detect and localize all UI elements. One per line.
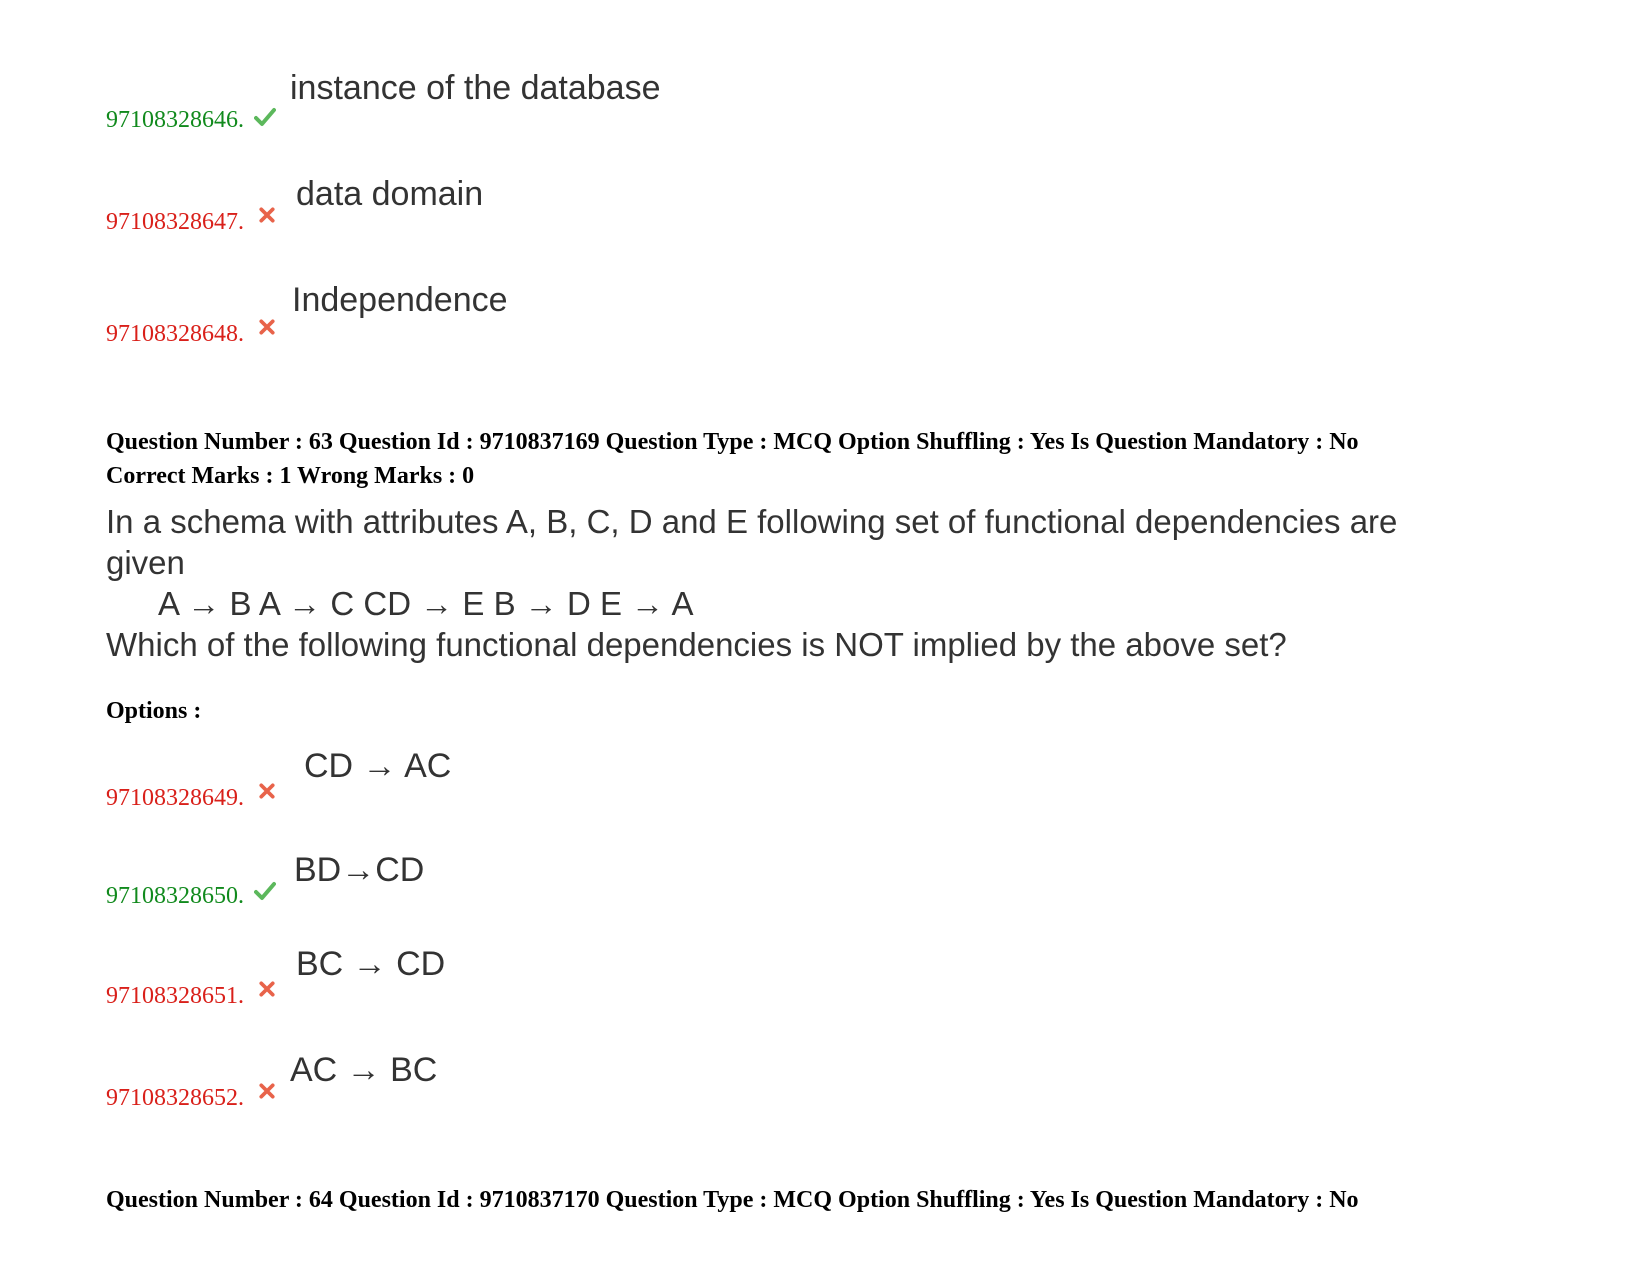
marks-line: Correct Marks : 1 Wrong Marks : 0 <box>106 463 475 489</box>
option-id: 97108328650. <box>106 883 244 909</box>
check-icon <box>254 880 276 902</box>
option-id: 97108328651. <box>106 983 244 1009</box>
cross-icon <box>258 1082 276 1100</box>
cross-icon <box>258 782 276 800</box>
question-text-line: Which of the following functional dependencies is NOT implied by the above set? <box>106 626 1287 663</box>
option-text: BD→CD <box>294 851 425 889</box>
question-header: Question Number : 64 Question Id : 9710837170 Question Type : MCQ Option Shuffling : Yes Is Question Mandatory : No <box>106 1187 1359 1213</box>
option-text: BC → CD <box>296 945 446 983</box>
option-text: Independence <box>292 281 508 319</box>
question-header: Question Number : 63 Question Id : 9710837169 Question Type : MCQ Option Shuffling : Yes Is Question Mandatory : No <box>106 429 1359 455</box>
cross-icon <box>258 318 276 336</box>
option-text: instance of the database <box>290 69 661 107</box>
option-text: data domain <box>296 175 484 213</box>
option-id: 97108328649. <box>106 785 244 811</box>
cross-icon <box>258 206 276 224</box>
cross-icon <box>258 980 276 998</box>
option-text: CD → AC <box>304 747 452 785</box>
option-id: 97108328648. <box>106 321 244 347</box>
option-id: 97108328646. <box>106 107 244 133</box>
dependency-set: A → B A → C CD → E B → D E → A <box>158 585 694 622</box>
question-text-line: given <box>106 544 185 581</box>
question-text-line: In a schema with attributes A, B, C, D and E following set of functional dependencies are <box>106 503 1398 540</box>
option-id: 97108328647. <box>106 209 244 235</box>
check-icon <box>254 106 276 128</box>
option-id: 97108328652. <box>106 1085 244 1111</box>
option-text: AC → BC <box>290 1051 438 1089</box>
options-label: Options : <box>106 698 202 724</box>
